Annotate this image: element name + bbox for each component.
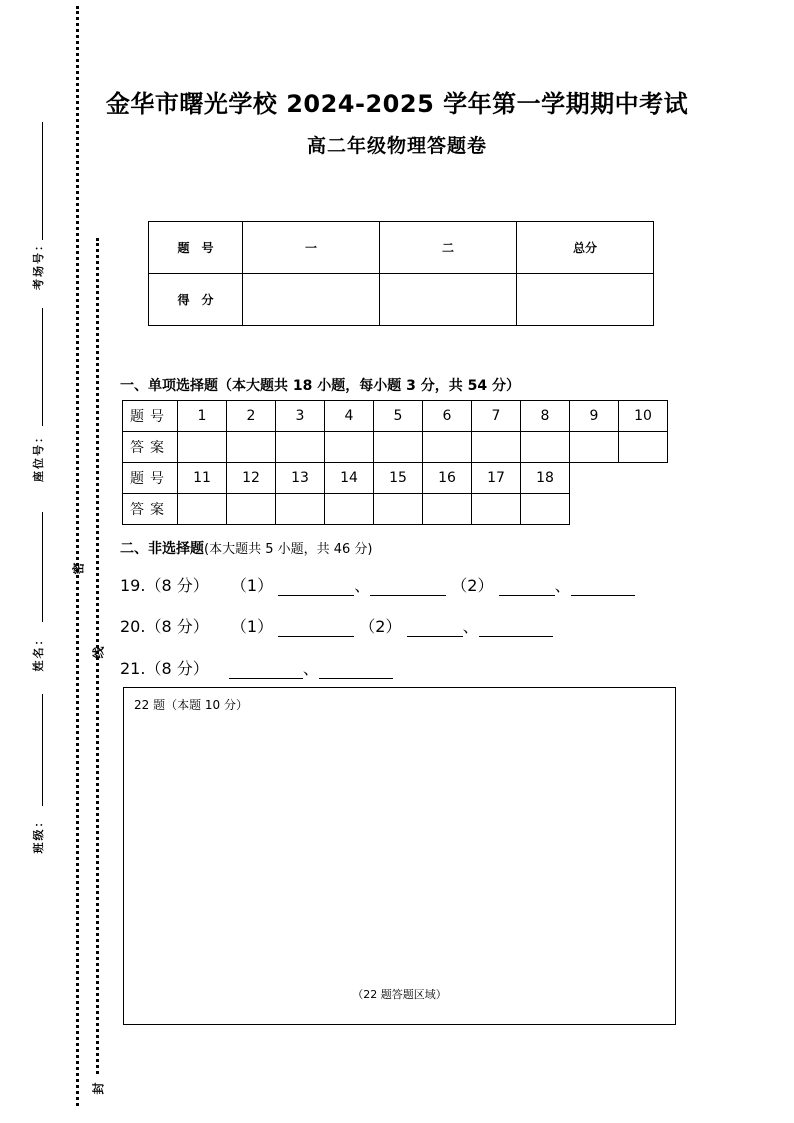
score-table [148, 221, 654, 326]
mc-number: 17 [472, 463, 521, 494]
q19-blank-4[interactable] [571, 579, 635, 596]
q19-separator-1: 、 [354, 576, 371, 595]
q20-part2-label: （2） [359, 617, 402, 636]
mc-answer-row-2 [123, 494, 668, 525]
question-19 [120, 573, 635, 596]
mc-number: 9 [570, 401, 619, 432]
mc-answer-cell[interactable] [276, 432, 325, 463]
name-line [42, 512, 43, 622]
q22-answer-area[interactable] [123, 687, 676, 1025]
class-label: 班级： [32, 814, 45, 854]
mc-number: 6 [423, 401, 472, 432]
mc-number: 4 [325, 401, 374, 432]
page-title: 金华市曙光学校 2024-2025 学年第一学期期中考试 [105, 90, 689, 118]
mc-number: 12 [227, 463, 276, 494]
question-21 [120, 656, 393, 679]
q19-blank-3[interactable] [499, 579, 555, 596]
mc-number-row-2 [123, 463, 668, 494]
mc-answer-cell[interactable] [325, 494, 374, 525]
mc-answer-label: 答案 [123, 432, 178, 463]
class-line [42, 694, 43, 806]
q22-footer: （22 题答题区域） [352, 988, 447, 1001]
seal-char-feng: 封 [91, 1082, 106, 1095]
section1-title: 一、单项选择题（本大题共 18 小题，每小题 3 分，共 54 分） [120, 378, 520, 394]
mc-number: 5 [374, 401, 423, 432]
q20-label: 20.（8 分） [120, 617, 209, 636]
mc-answer-cell[interactable] [423, 432, 472, 463]
section2-title-detail: (本大题共 5 小题，共 46 分) [204, 542, 373, 557]
mc-answer-cell[interactable] [619, 432, 668, 463]
mc-answer-cell[interactable] [472, 494, 521, 525]
mc-answer-cell[interactable] [374, 432, 423, 463]
score-cell-two[interactable] [380, 274, 517, 326]
mc-number: 15 [374, 463, 423, 494]
mc-answer-cell[interactable] [178, 494, 227, 525]
mc-number: 7 [472, 401, 521, 432]
section2-title [120, 538, 373, 558]
score-col-total: 总分 [517, 222, 654, 274]
q20-blank-2[interactable] [407, 620, 463, 637]
mc-number: 13 [276, 463, 325, 494]
q20-blank-3[interactable] [479, 620, 553, 637]
score-cell-total[interactable] [517, 274, 654, 326]
binding-dotted-line-outer [76, 6, 79, 1106]
mc-answer-cell[interactable] [521, 494, 570, 525]
score-table-header-row [149, 222, 654, 274]
mc-number: 1 [178, 401, 227, 432]
mc-answer-cell[interactable] [227, 494, 276, 525]
mc-answer-label: 答案 [123, 494, 178, 525]
mc-answer-cell[interactable] [521, 432, 570, 463]
score-col-one: 一 [243, 222, 380, 274]
mc-number: 16 [423, 463, 472, 494]
q21-blank-1[interactable] [229, 662, 303, 679]
mc-number: 14 [325, 463, 374, 494]
section2-title-bold: 二、非选择题 [120, 541, 204, 557]
q20-part1-label: （1） [230, 617, 274, 636]
mc-answer-cell[interactable] [227, 432, 276, 463]
mc-empty-cell [570, 494, 619, 525]
score-row-label-score: 得 分 [149, 274, 243, 326]
mc-answer-cell[interactable] [472, 432, 521, 463]
q22-header: 22 题（本题 10 分） [134, 698, 248, 712]
q19-blank-1[interactable] [278, 579, 354, 596]
mc-answer-cell[interactable] [276, 494, 325, 525]
mc-number: 18 [521, 463, 570, 494]
name-label: 姓名： [32, 632, 45, 672]
q19-part1-label: （1） [230, 576, 274, 595]
seat-number-line [42, 308, 43, 426]
mc-number: 3 [276, 401, 325, 432]
q20-separator: 、 [462, 617, 479, 636]
q19-separator-2: 、 [554, 576, 571, 595]
mc-empty-cell [619, 463, 668, 494]
mc-answer-cell[interactable] [178, 432, 227, 463]
q19-blank-2[interactable] [370, 579, 446, 596]
mc-empty-cell [570, 463, 619, 494]
page-subtitle: 高二年级物理答题卷 [306, 135, 487, 157]
seal-char-mi: 密 [71, 562, 86, 575]
score-col-two: 二 [380, 222, 517, 274]
mc-answer-cell[interactable] [325, 432, 374, 463]
mc-number: 10 [619, 401, 668, 432]
q20-blank-1[interactable] [278, 620, 354, 637]
seat-number-label: 座位号： [32, 430, 45, 482]
seal-char-xian: 线 [91, 646, 106, 659]
mc-number-label: 题号 [123, 401, 178, 432]
mc-number: 2 [227, 401, 276, 432]
mc-number-row-1 [123, 401, 668, 432]
score-cell-one[interactable] [243, 274, 380, 326]
q21-blank-2[interactable] [319, 662, 393, 679]
score-table-score-row [149, 274, 654, 326]
mc-number: 8 [521, 401, 570, 432]
mc-answer-cell[interactable] [423, 494, 472, 525]
q21-label: 21.（8 分） [120, 659, 209, 678]
score-row-label-number: 题 号 [149, 222, 243, 274]
multiple-choice-table [122, 400, 668, 525]
exam-room-label: 考场号： [32, 238, 45, 290]
q19-label: 19.（8 分） [120, 576, 209, 595]
q21-separator: 、 [302, 659, 319, 678]
mc-answer-cell[interactable] [570, 432, 619, 463]
mc-answer-row-1 [123, 432, 668, 463]
question-20 [120, 614, 553, 637]
mc-answer-cell[interactable] [374, 494, 423, 525]
mc-number: 11 [178, 463, 227, 494]
q19-part2-label: （2） [451, 576, 494, 595]
mc-number-label: 题号 [123, 463, 178, 494]
mc-empty-cell [619, 494, 668, 525]
